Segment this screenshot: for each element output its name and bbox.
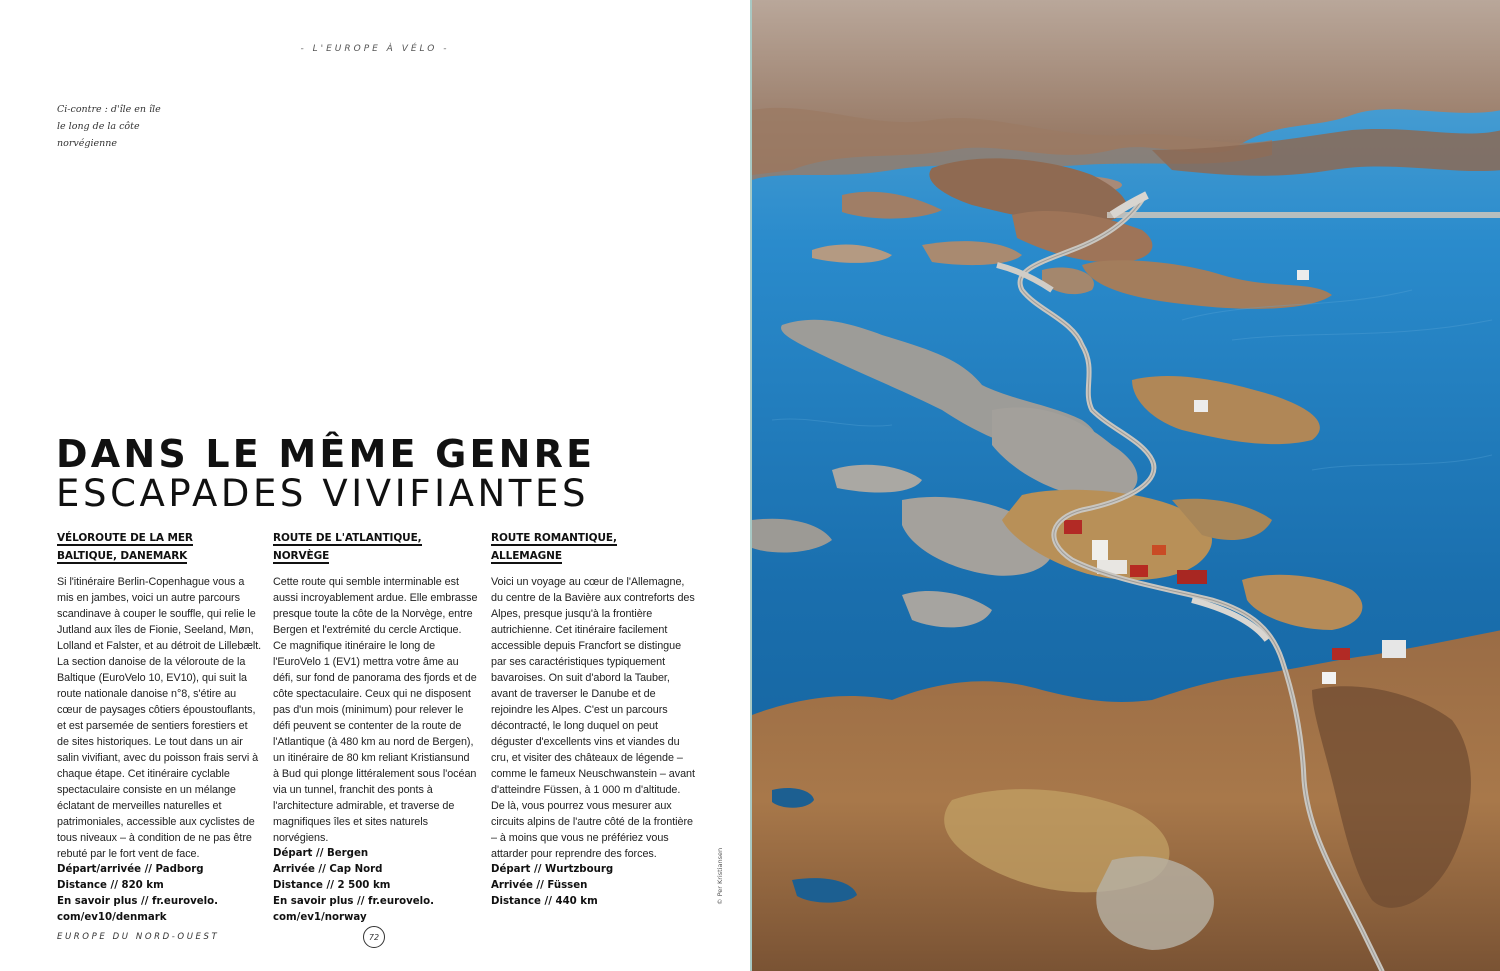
column-body: Voici un voyage au cœur de l'Allemagne, du centre de la Bavière aux contreforts des Alpes, presque jusqu'à la frontière autrichienne. Cet itinéraire facilement accessible depuis Francfort se distingue par ses caractéristiques typiquement bavaroises. On suit d'abord la Tauber, avant de traverser le Danube et de rejoindre les Alpes. C'est un parcours décontracté, le long duquel on peut déguster d'excellents vins et viandes du cru, et visiter des châteaux de légende – comme le fameux Neuschwanstein – avant d'atteindre Füssen, à 1 000 m d'altitude. De là, vous pourrez vous mesurer aux circuits alpins de l'autre côté de la frontière – à moins que vous ne préfériez vous attarder pour reprendre des forces. — [491, 576, 695, 860]
article-column-norway — [273, 528, 478, 926]
fact-more-info: En savoir plus // fr.eurovelo. — [273, 896, 435, 907]
headline-title: ESCAPADES VIVIFIANTES — [56, 472, 590, 515]
photo-caption — [57, 101, 167, 152]
caption-line: norvégienne — [57, 138, 117, 149]
fact-departure: Départ // Wurtzbourg — [491, 864, 614, 875]
fact-more-info-url: com/ev10/denmark — [57, 912, 167, 923]
column-title — [57, 528, 262, 570]
photo-credit: © Per Kristiansen — [716, 847, 724, 905]
article-column-germany — [491, 528, 696, 910]
route-facts — [273, 846, 478, 926]
caption-line: le long de la côte — [57, 121, 140, 132]
article-column-denmark — [57, 528, 262, 926]
headline — [56, 432, 595, 514]
column-body: Cette route qui semble interminable est aussi incroyablement ardue. Elle embrasse presque toute la côte de la Norvège, entre Bergen et l'extrémité du cercle Arctique. Ce magnifique itinéraire le long de l'EuroVelo 1 (EV1) mettra votre âme au défi, sur fond de panorama des fjords et de côte spectaculaire. Ceux qui ne disposent pas d'un mois (minimum) pour relever le défi peuvent se contenter de la route de l'Atlantique (à 480 km au nord de Bergen), un itinéraire de 80 km reliant Kristiansund à Bud qui plonge littéralement sous l'océan via un tunnel, franchit des ponts à l'architecture admirable, et traverse de magnifiques îles et sites naturels norvégiens. — [273, 576, 478, 844]
column-title-line: ROUTE DE L'ATLANTIQUE, — [273, 532, 422, 544]
route-facts — [57, 862, 262, 926]
fact-departure: Départ // Bergen — [273, 848, 369, 859]
fact-arrival: Arrivée // Cap Nord — [273, 864, 383, 875]
column-title — [273, 528, 478, 570]
fact-distance: Distance // 2 500 km — [273, 880, 391, 891]
aerial-photo — [750, 0, 1500, 971]
column-title-line: VÉLOROUTE DE LA MER — [57, 532, 193, 544]
running-head: - L'EUROPE À VÉLO - — [300, 44, 450, 54]
fact-more-info: En savoir plus // fr.eurovelo. — [57, 896, 219, 907]
headline-kicker: DANS LE MÊME GENRE — [56, 432, 596, 476]
fact-departure-arrival: Départ/arrivée // Padborg — [57, 864, 204, 875]
caption-line: Ci-contre : d'île en île — [57, 104, 161, 115]
aerial-photo-illustration — [752, 0, 1500, 971]
footer-section-title: EUROPE DU NORD-OUEST — [57, 932, 220, 942]
column-body: Si l'itinéraire Berlin-Copenhague vous a mis en jambes, voici un autre parcours scandinave à couper le souffle, qui relie le Jutland aux îles de Fionie, Seeland, Møn, Lolland et Falster, et au détroit de Lillebælt. La section danoise de la véloroute de la Baltique (EuroVelo 10, EV10), qui suit la route nationale danoise n°8, s'étire au cœur de paysages côtiers époustouflants, et est parsemée de sentiers forestiers et de sites historiques. Le tout dans un air salin vivifiant, avec du poisson frais servi à chaque étape. Cet itinéraire cyclable spectaculaire consiste en un mélange éclatant de merveilles naturelles et patrimoniales, accessible aux cyclistes de tous niveaux – à condition de ne pas être rebuté par le fort vent de face. — [57, 576, 262, 860]
page-number: 72 — [363, 926, 385, 948]
fact-distance: Distance // 440 km — [491, 896, 598, 907]
column-title-line: ALLEMAGNE — [491, 550, 562, 562]
fact-arrival: Arrivée // Füssen — [491, 880, 588, 891]
column-title-line: ROUTE ROMANTIQUE, — [491, 532, 617, 544]
fact-more-info-url: com/ev1/norway — [273, 912, 367, 923]
route-facts — [491, 862, 696, 910]
column-title — [491, 528, 696, 570]
fact-distance: Distance // 820 km — [57, 880, 164, 891]
column-title-line: BALTIQUE, DANEMARK — [57, 550, 188, 562]
column-title-line: NORVÈGE — [273, 550, 330, 562]
